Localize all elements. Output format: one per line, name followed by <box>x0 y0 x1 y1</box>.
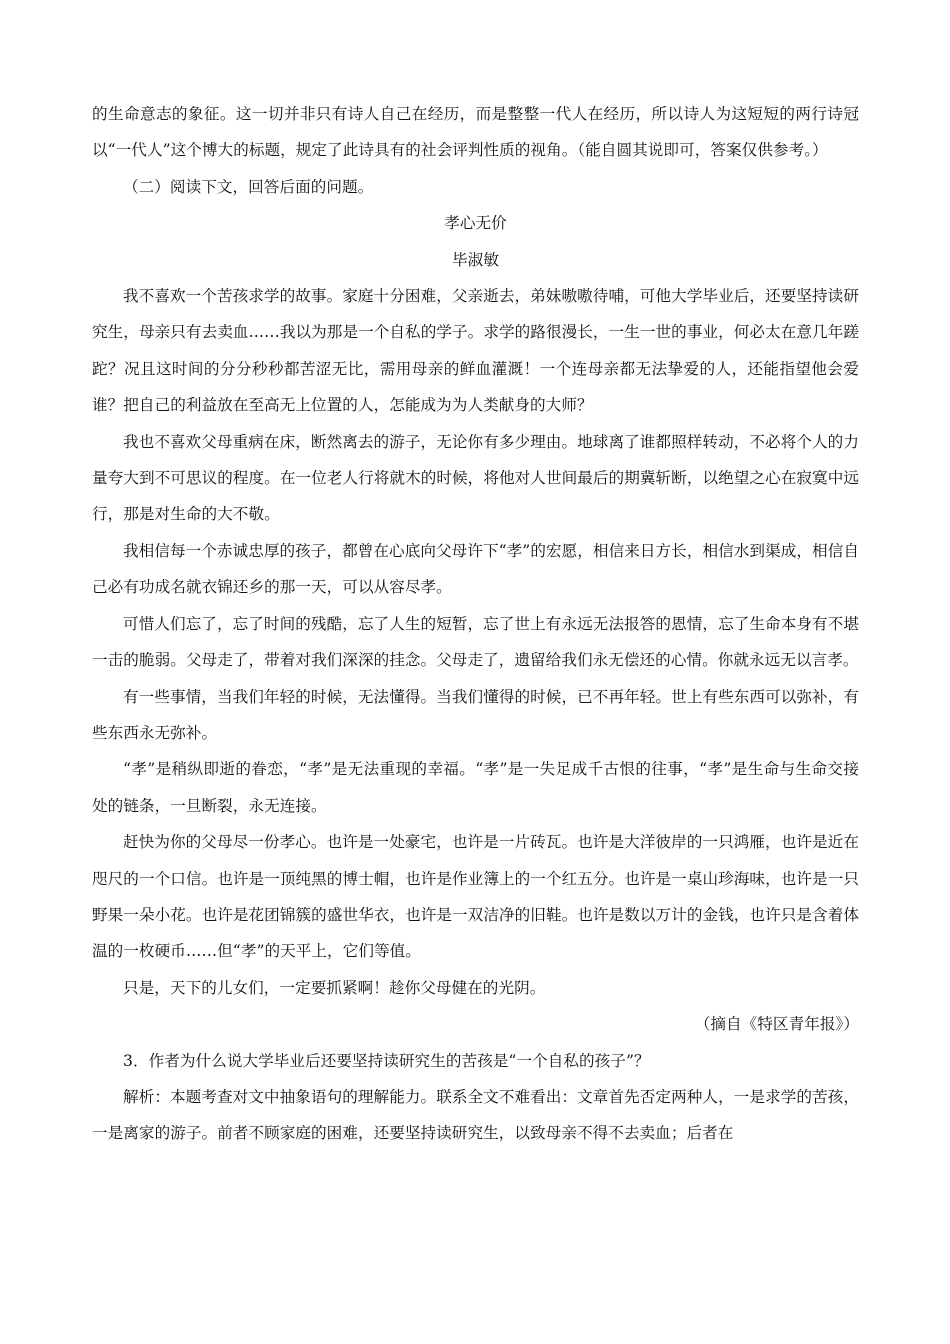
article-source: （摘自《特区青年报》） <box>694 1015 859 1034</box>
article-author: 毕淑敏 <box>452 250 499 269</box>
article-paragraph: 有一些事情，当我们年轻的时候，无法懂得。当我们懂得的时候，已不再年轻。世上有些东西可以弥补，有些东西永无弥补。 <box>92 687 859 742</box>
document-page <box>92 96 859 1152</box>
article-paragraph: 可惜人们忘了，忘了时间的残酷，忘了人生的短暂，忘了世上有永远无法报答的恩情，忘了生命本身有不堪一击的脆弱。父母走了，带着对我们深深的挂念。父母走了，遗留给我们永无偿还的心情。你就永远无以言孝。 <box>92 614 859 670</box>
intro-paragraph: 的生命意志的象征。这一切并非只有诗人自己在经历，而是整整一代人在经历，所以诗人为这短短的两行诗冠以“一代人”这个博大的标题，规定了此诗具有的社会评判性质的视角。（能自圆其说即可，答案仅供参考。） <box>92 105 859 160</box>
article-paragraph: 赶快为你的父母尽一份孝心。也许是一处豪宅，也许是一片砖瓦。也许是大洋彼岸的一只鸿雁，也许是近在咫尺的一个口信。也许是一顶纯黑的博士帽，也许是作业簿上的一个红五分。也许是一桌山珍海味，也许是一只野果一朵小花。也许是花团锦簇的盛世华衣，也许是一双洁净的旧鞋。也许是数以万计的金钱，也许只是含着体温的一枚硬币……但“孝”的天平上，它们等值。 <box>92 833 859 961</box>
article-paragraph: 我相信每一个赤诚忠厚的孩子，都曾在心底向父母许下“孝”的宏愿，相信来日方长，相信水到渠成，相信自己必有功成名就衣锦还乡的那一天，可以从容尽孝。 <box>92 541 859 597</box>
article-paragraph: “孝”是稍纵即逝的眷恋，“孝”是无法重现的幸福。“孝”是一失足成千古恨的往事，“孝”是生命与生命交接处的链条，一旦断裂，永无连接。 <box>92 760 859 815</box>
article-title: 孝心无价 <box>444 214 507 233</box>
article-paragraph: 我不喜欢一个苦孩求学的故事。家庭十分困难，父亲逝去，弟妹嗷嗷待哺，可他大学毕业后，还要坚持读研究生，母亲只有去卖血……我以为那是一个自私的学子。求学的路很漫长，一生一世的事业，何必太在意几年蹉跎？况且这时间的分分秒秒都苦涩无比，需用母亲的鲜血灌溉！一个连母亲都无法挚爱的人，还能指望他会爱谁？把自己的利益放在至高无上位置的人，怎能成为为人类献身的大师？ <box>92 287 859 415</box>
article-paragraph: 我也不喜欢父母重病在床，断然离去的游子，无论你有多少理由。地球离了谁都照样转动，不必将个人的力量夸大到不可思议的程度。在一位老人行将就木的时候，将他对人世间最后的期冀斩断，以绝望之心在寂寞中远行，那是对生命的大不敬。 <box>92 432 859 524</box>
article-paragraph: 只是，天下的儿女们，一定要抓紧啊！趁你父母健在的光阴。 <box>123 978 546 997</box>
section-heading: （二）阅读下文，回答后面的问题。 <box>123 177 374 196</box>
question-3: 3．作者为什么说大学毕业后还要坚持读研究生的苦孩是“一个自私的孩子”？ <box>123 1051 650 1070</box>
analysis-paragraph: 解析：本题考查对文中抽象语句的理解能力。联系全文不难看出：文章首先否定两种人，一是求学的苦孩，一是离家的游子。前者不顾家庭的困难，还要坚持读研究生，以致母亲不得不去卖血；后者在 <box>92 1087 859 1143</box>
